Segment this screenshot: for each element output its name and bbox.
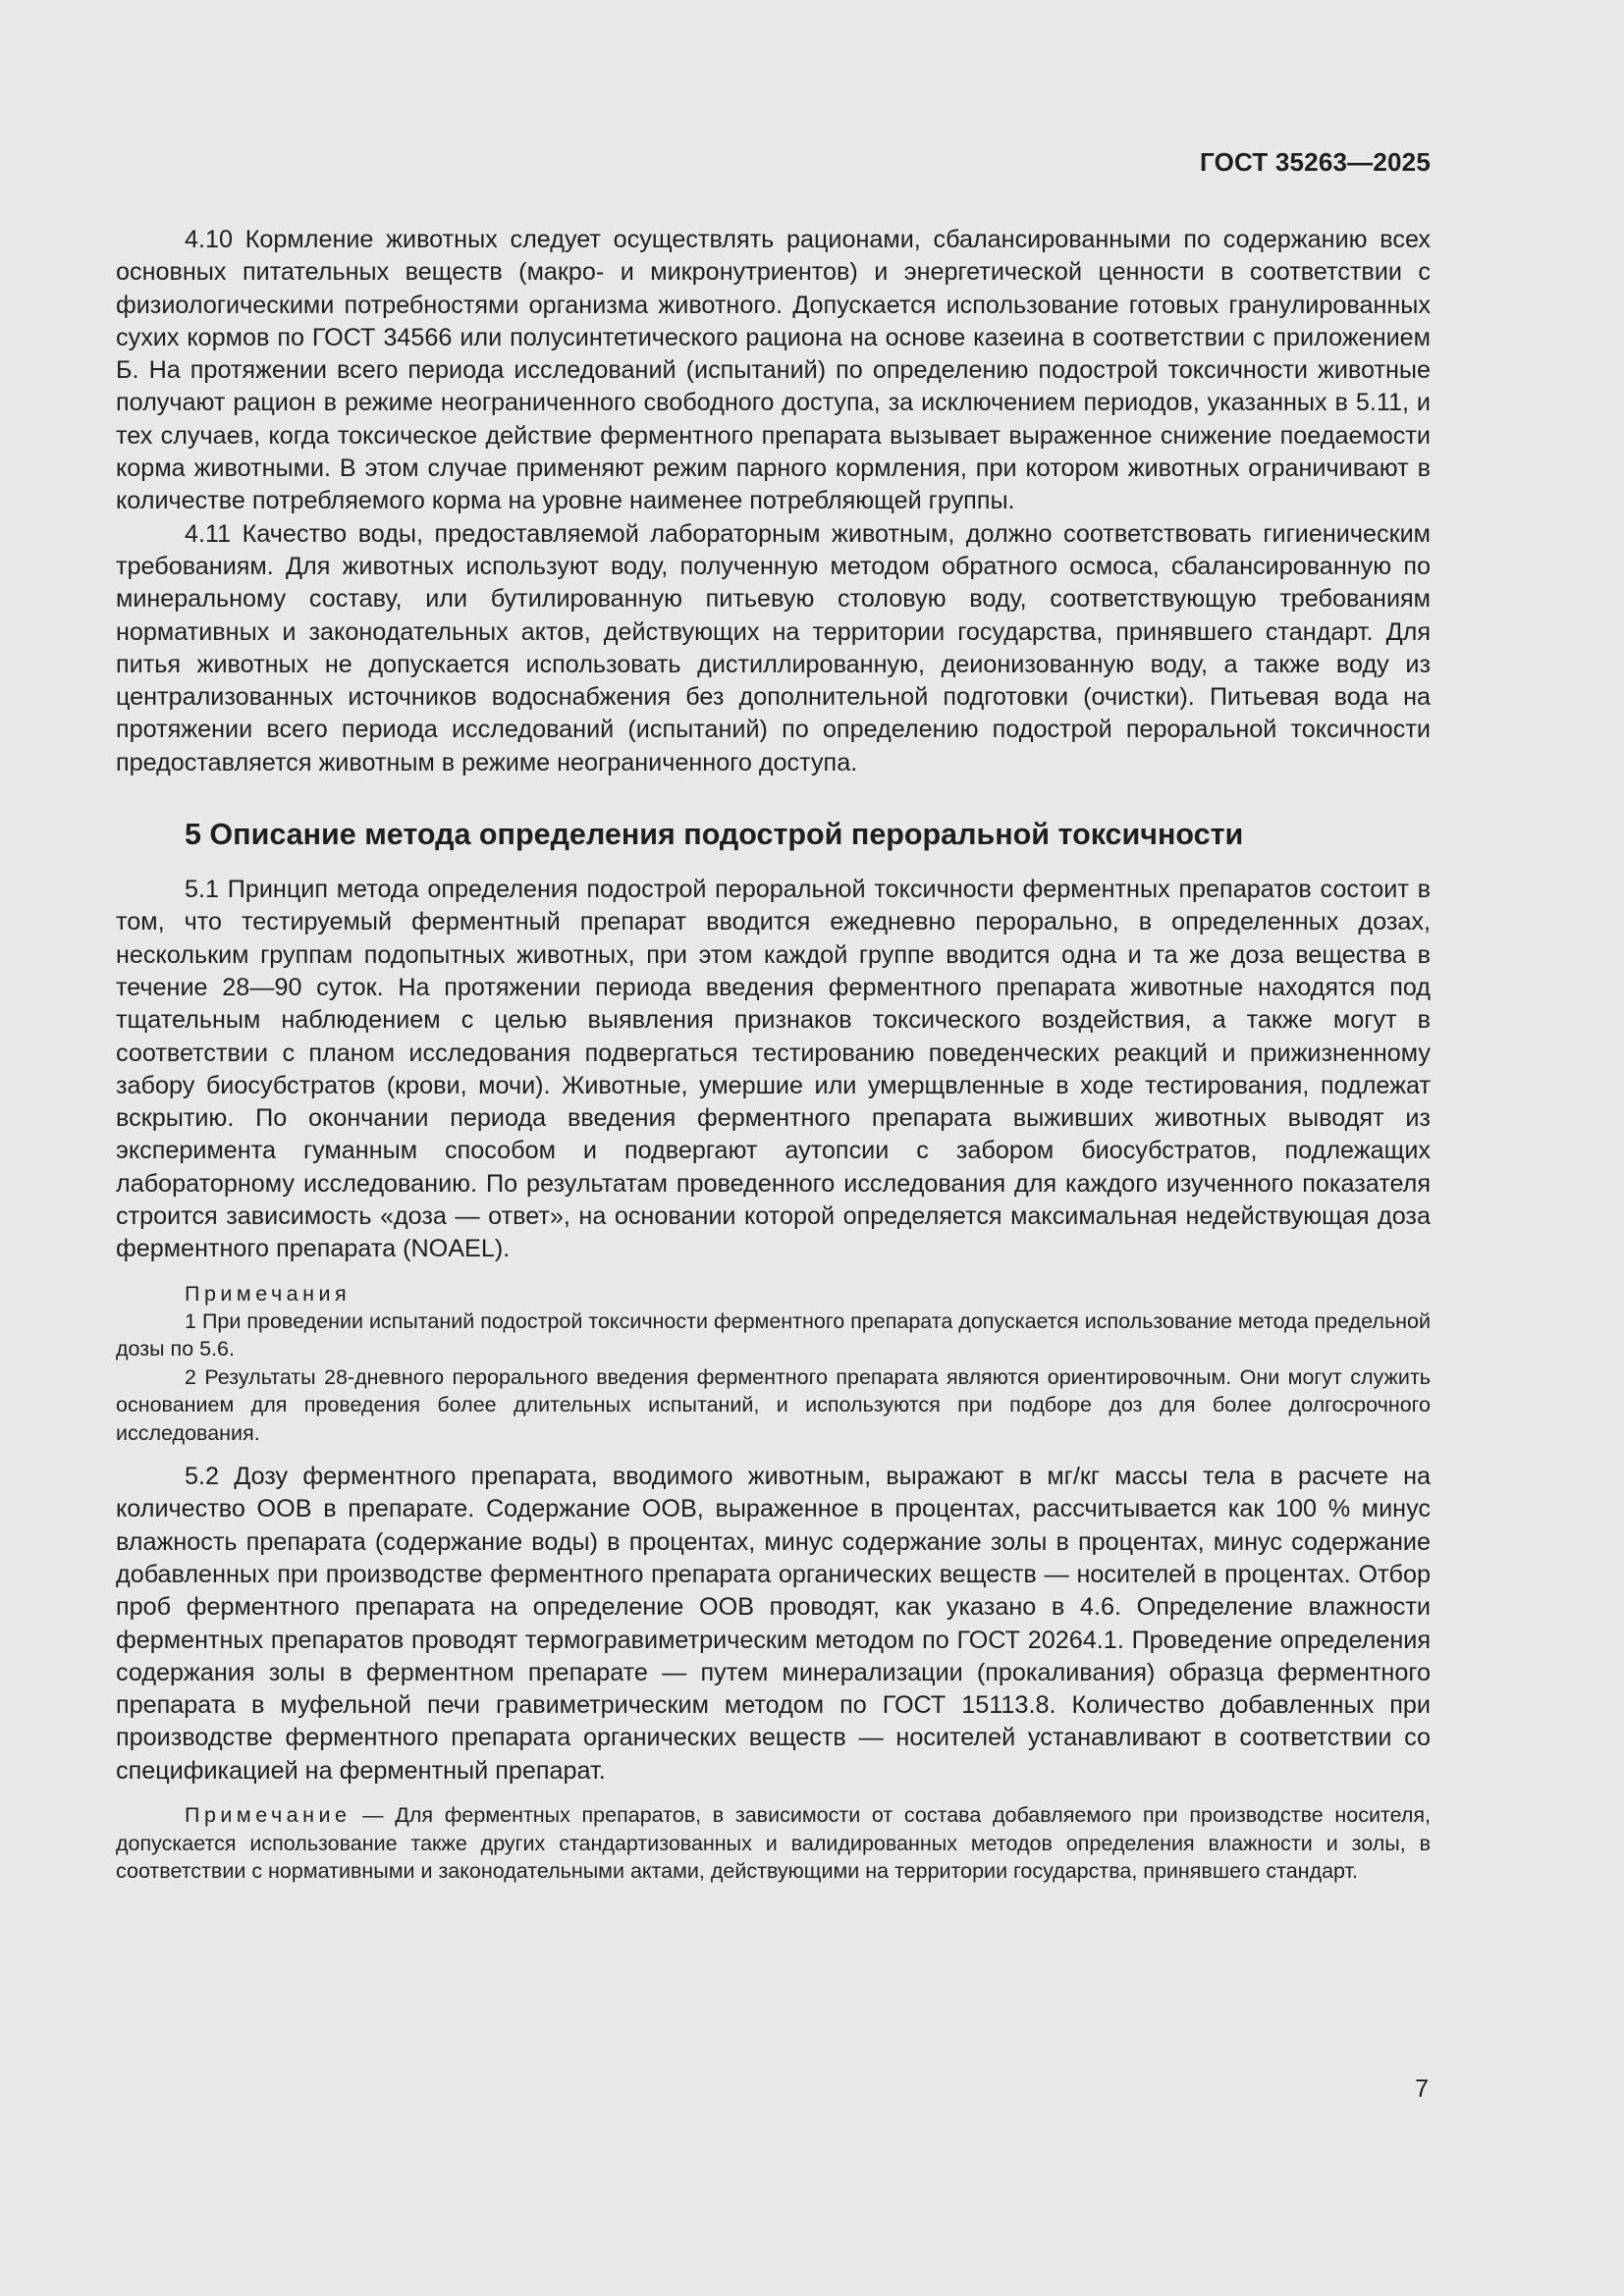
paragraph-5-1: 5.1 Принцип метода определения подострой пероральной токсичности ферментных препаратов состоит в том, что тестируемый ферментный препарат вводится ежедневно перорально, в определенных дозах, нескольким группам подопытных животных, при этом каждой группе вводится одна и та же доза вещества в течение 28—90 суток. На протяжении периода введения ферментного препарата животные находятся под тщательным наблюдением с целью выявления признаков токсического воздействия, а также могут в соответствии с планом исследования подвергаться тестированию поведенческих реакций и прижизненному забору биосубстратов (крови, мочи). Животные, умершие или умерщвленные в ходе тестирования, подлежат вскрытию. По окончании периода введения ферментного препарата выживших животных выводят из эксперимента гуманным способом и подвергают аутопсии с забором биосубстратов, подлежащих лабораторному исследованию. По результатам проведенного исследования для каждого изученного показателя строится зависимость «доза — ответ», на основании которой определяется максимальная недействующая доза ферментного препарата (NOAEL). [116, 876, 1431, 1263]
note-1: 1 При проведении испытаний подострой токсичности ферментного препарата допускается использование метода предельной дозы по 5.6. [116, 1308, 1431, 1362]
note-text: — Для ферментных препаратов, в зависимости от состава добавляемого при производстве носителя, допускается использование также других стандартизованных и валидированных методов определения влажности и золы, в соответствии с нормативными и законодательными актами, действующими на территории государства, принявшего стандарт. [116, 1803, 1431, 1884]
paragraph-4-11: 4.11 Качество воды, предоставляемой лабораторным животным, должно соответствовать гигиеническим требованиям. Для животных используют воду, полученную методом обратного осмоса, сбалансированную по минеральному составу, или бутилированную питьевую столовую воду, соответствующую требованиям нормативных и законодательных актов, действующих на территории государства, принявшего стандарт. Для питья животных не допускается использовать дистиллированную, деионизованную воду, а также воду из централизованных источников водоснабжения без дополнительной подготовки (очистки). Питьевая вода на протяжении всего периода исследований (испытаний) по определению подострой пероральной токсичности предоставляется животным в режиме неограниченного доступа. [116, 519, 1431, 776]
notes-title: Примечания [185, 1281, 352, 1306]
page-content [116, 224, 1431, 1886]
paragraph-5-2: 5.2 Дозу ферментного препарата, вводимого животным, выражают в мг/кг массы тела в расчете на количество ООВ в препарате. Содержание ООВ, выраженное в процентах, рассчитывается как 100 % минус влажность препарата (содержание воды) в процентах, минус содержание золы в процентах, минус содержание добавленных при производстве ферментного препарата органических веществ — носителей в процентах. Отбор проб ферментного препарата на определение ООВ проводят, как указано в 4.6. Определение влажности ферментных препаратов проводят термогравиметрическим методом по ГОСТ 20264.1. Проведение определения содержания золы в ферментном препарате — путем минерализации (прокаливания) образца ферментного препарата в муфельной печи гравиметрическим методом по ГОСТ 15113.8. Количество добавленных при производстве ферментного препарата органических веществ — носителей устанавливают в соответствии со спецификацией на ферментный препарат. [116, 1463, 1431, 1785]
page-number: 7 [1415, 2075, 1429, 2103]
section-5-heading: 5 Описание метода определения подострой пероральной токсичности [185, 818, 1244, 852]
note-5-2 [116, 1801, 1431, 1886]
note-label: Примечание [185, 1803, 352, 1828]
notes-block [116, 1280, 1431, 1448]
note-2: 2 Результаты 28-дневного перорального введения ферментного препарата являются ориентировочным. Они могут служить основанием для проведения более длительных испытаний, и используются при подборе доз для более долгосрочного исследования. [116, 1364, 1431, 1445]
paragraph-4-10: 4.10 Кормление животных следует осуществлять рационами, сбалансированными по содержанию всех основных питательных веществ (макро- и микронутриентов) и энергетической ценности в соответствии с физиологическими потребностями организма животного. Допускается использование готовых гранулированных сухих кормов по ГОСТ 34566 или полусинтетического рациона на основе казеина в соответствии с приложением Б. На протяжении всего периода исследований (испытаний) по определению подострой токсичности животные получают рацион в режиме неограниченного свободного доступа, за исключением периодов, указанных в 5.11, и тех случаев, когда токсическое действие ферментного препарата вызывает выраженное снижение поедаемости корма животными. В этом случае применяют режим парного кормления, при котором животных ограничивают в количестве потребляемого корма на уровне наименее потребляющей группы. [116, 226, 1431, 515]
document-number: ГОСТ 35263—2025 [1200, 147, 1431, 177]
